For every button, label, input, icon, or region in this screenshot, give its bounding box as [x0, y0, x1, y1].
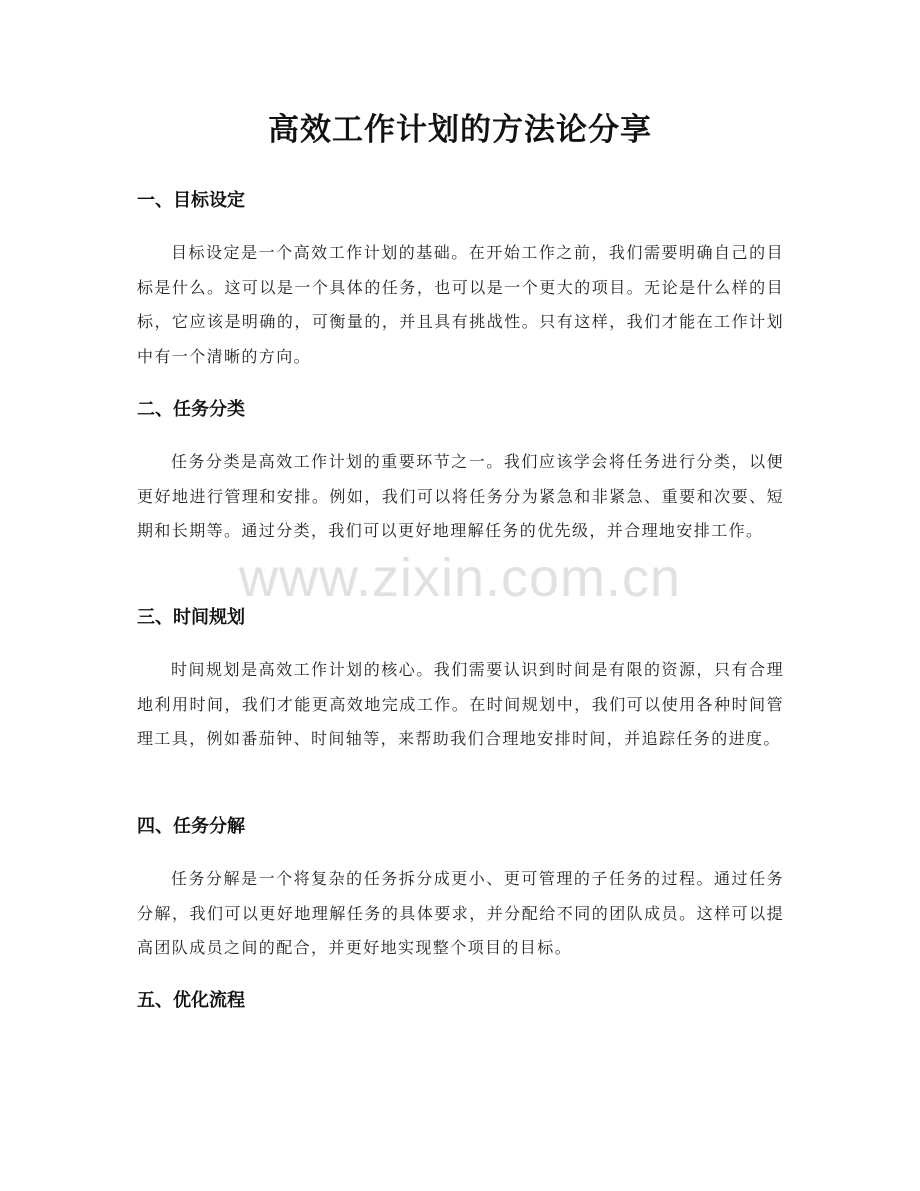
watermark: www.zixin.com.cn [238, 548, 682, 608]
section-body-time-planning: 时间规划是高效工作计划的核心。我们需要认识到时间是有限的资源，只有合理地利用时间，我们才能更高效地完成工作。在时间规划中，我们可以使用各种时间管理工具，例如番茄钟、时间轴等，来帮助我们合理地安排时间，并追踪任务的进度。 [137, 660, 784, 748]
section-body-task-classification: 任务分类是高效工作计划的重要环节之一。我们应该学会将任务进行分类，以便更好地进行管理和安排。例如，我们可以将任务分为紧急和非紧急、重要和次要、短期和长期等。通过分类，我们可以更好地理解任务的优先级，并合理地安排工作。 [137, 452, 784, 540]
section-heading-task-decomposition: 四、任务分解 [137, 816, 245, 837]
section-body-task-decomposition: 任务分解是一个将复杂的任务拆分成更小、更可管理的子任务的过程。通过任务分解，我们可以更好地理解任务的具体要求，并分配给不同的团队成员。这样可以提高团队成员之间的配合，并更好地实现整个项目的目标。 [137, 869, 784, 957]
section-heading-task-classification: 二、任务分类 [137, 399, 245, 420]
section-heading-goal-setting: 一、目标设定 [137, 190, 245, 211]
section-heading-time-planning: 三、时间规划 [137, 607, 245, 628]
section-heading-process-optimization: 五、优化流程 [137, 990, 245, 1011]
section-body-goal-setting: 目标设定是一个高效工作计划的基础。在开始工作之前，我们需要明确自己的目标是什么。这可以是一个具体的任务，也可以是一个更大的项目。无论是什么样的目标，它应该是明确的，可衡量的，并且具有挑战性。只有这样，我们才能在工作计划中有一个清晰的方向。 [137, 243, 784, 366]
page-title: 高效工作计划的方法论分享 [268, 112, 652, 148]
